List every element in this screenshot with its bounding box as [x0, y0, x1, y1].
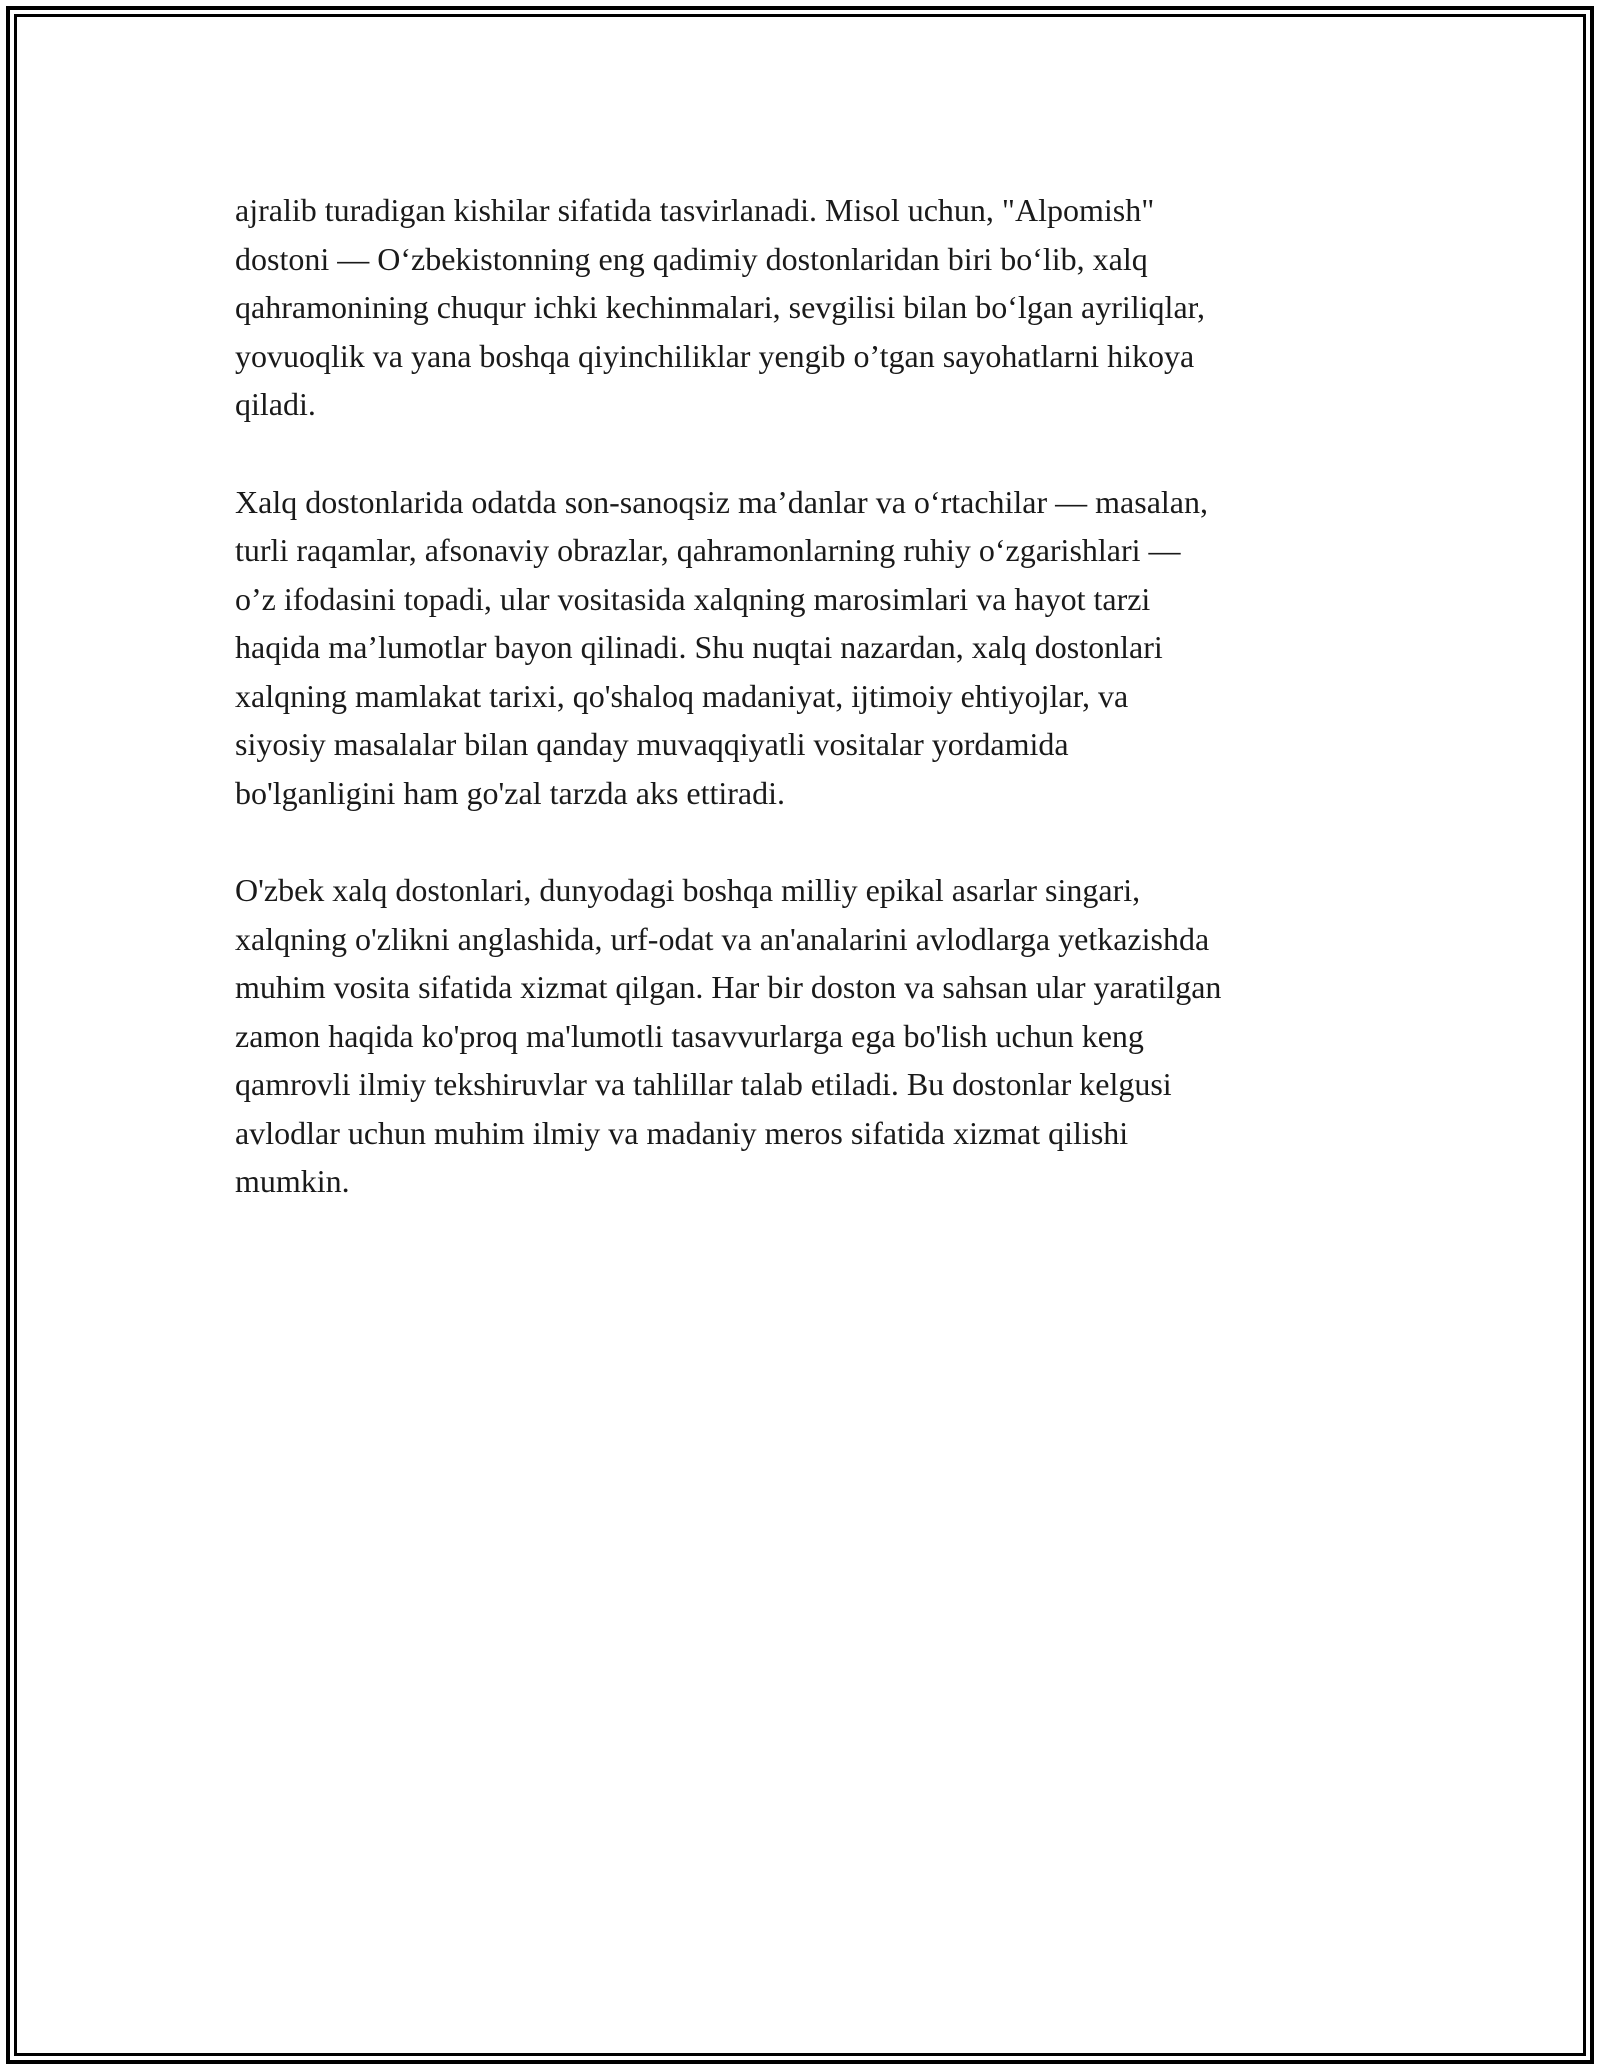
paragraph-2: Xalq dostonlarida odatda son-sanoqsiz ma’danlar va o‘rtachilar — masalan, turli raqamlar, afsonaviy obrazlar, qahramonlarning ruhiy o‘zgarishlari — o’z ifodasini topadi, ular vositasida xalqning marosimlari va hayot tarzi haqida ma’lumotlar bayon qilinadi. Shu nuqtai nazardan, xalq dostonlari xalqning mamlakat tarixi, qo'shaloq madaniyat, ijtimoiy ehtiyojlar, va siyosiy masalalar bilan qanday muvaqqiyatli vositalar yordamida bo'lganligini ham go'zal tarzda aks ettiradi.	[235, 483, 1208, 811]
paragraph-3: O'zbek xalq dostonlari, dunyodagi boshqa milliy epikal asarlar singari, xalqning o'zlikni anglashida, urf-odat va an'analarini avlodlarga yetkazishda muhim vosita sifatida xizmat qilgan. Har bir doston va sahsan ular yaratilgan zamon haqida ko'proq ma'lumotli tasavvurlarga ega bo'lish uchun keng qamrovli ilmiy tekshiruvlar va tahlillar talab etiladi. Bu dostonlar kelgusi avlodlar uchun muhim ilmiy va madaniy meros sifatida xizmat qilishi mumkin.	[235, 872, 1222, 1199]
paragraph-1: ajralib turadigan kishilar sifatida tasvirlanadi. Misol uchun, "Alpomish" dostoni — O‘zbekistonning eng qadimiy dostonlaridan biri bo‘lib, xalq qahramonining chuqur ichki kechinmalari, sevgilisi bilan bo‘lgan ayriliqlar, yovuoqlik va yana boshqa qiyinchiliklar yengib o’tgan sayohatlarni hikoya qiladi.	[235, 192, 1206, 422]
document-body	[235, 186, 1375, 1255]
